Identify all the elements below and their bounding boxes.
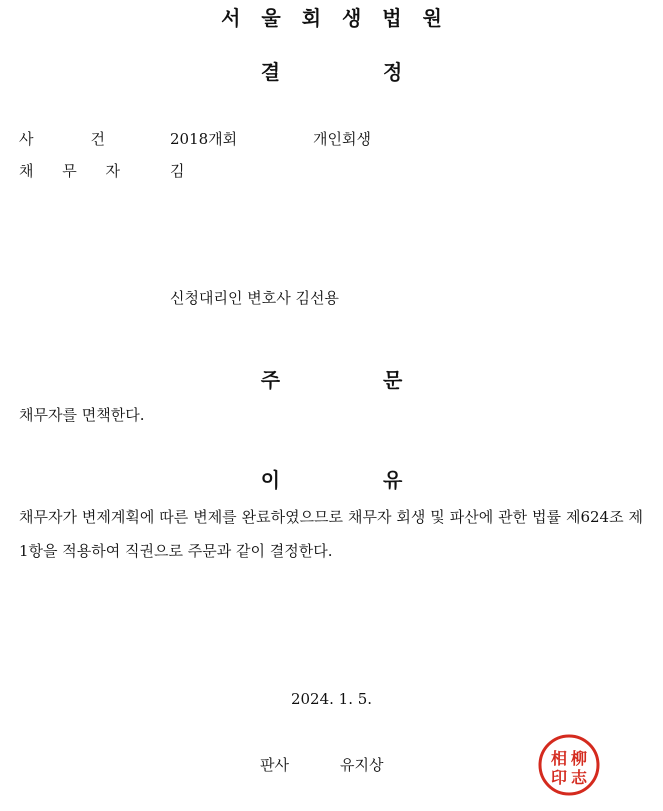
case-label-char: 건 bbox=[90, 130, 105, 148]
judge-name: 유지상 bbox=[340, 756, 384, 774]
debtor-label-char: 채 bbox=[19, 162, 34, 180]
case-number: 2018개회 bbox=[170, 130, 238, 148]
order-title-char: 문 bbox=[382, 368, 403, 392]
debtor-label bbox=[19, 160, 120, 182]
court-name bbox=[0, 4, 663, 32]
order-section-title bbox=[0, 366, 663, 394]
court-name-char: 원 bbox=[422, 6, 442, 30]
court-name-char: 법 bbox=[382, 6, 402, 30]
seal-char: 柳 bbox=[570, 749, 588, 768]
court-name-char: 생 bbox=[341, 6, 362, 30]
reason-title-char: 유 bbox=[382, 468, 403, 492]
order-text: 채무자를 면책한다. bbox=[19, 406, 145, 424]
reason-text: 채무자가 변제계획에 따른 변제를 완료하였으므로 채무자 회생 및 파산에 관한 법률 제624조 제1항을 적용하여 직권으로 주문과 같이 결정한다. bbox=[19, 508, 643, 560]
case-label bbox=[19, 128, 105, 150]
court-name-char: 울 bbox=[261, 6, 281, 30]
debtor-label-char: 무 bbox=[62, 162, 77, 180]
debtor-label-char: 자 bbox=[105, 162, 120, 180]
seal-char: 志 bbox=[570, 768, 588, 787]
reason-section-title bbox=[0, 466, 663, 494]
judge-seal bbox=[537, 733, 601, 797]
order-title-char: 주 bbox=[260, 368, 281, 392]
document-title bbox=[0, 58, 663, 86]
document-title-char: 결 bbox=[260, 60, 281, 84]
reason-title-char: 이 bbox=[260, 468, 281, 492]
seal-char: 印 bbox=[550, 768, 568, 787]
document-title-char: 정 bbox=[382, 60, 403, 84]
seal-ring bbox=[540, 736, 598, 794]
judge-title: 판사 bbox=[260, 756, 289, 774]
applicant-proxy: 신청대리인 변호사 김선용 bbox=[170, 289, 339, 307]
debtor-name: 김 bbox=[170, 162, 185, 180]
court-name-char: 서 bbox=[221, 6, 241, 30]
seal-char: 相 bbox=[550, 749, 568, 768]
decision-date: 2024. 1. 5. bbox=[290, 690, 373, 708]
case-label-char: 사 bbox=[19, 130, 34, 148]
case-type: 개인회생 bbox=[313, 130, 371, 148]
court-name-char: 회 bbox=[301, 6, 322, 30]
